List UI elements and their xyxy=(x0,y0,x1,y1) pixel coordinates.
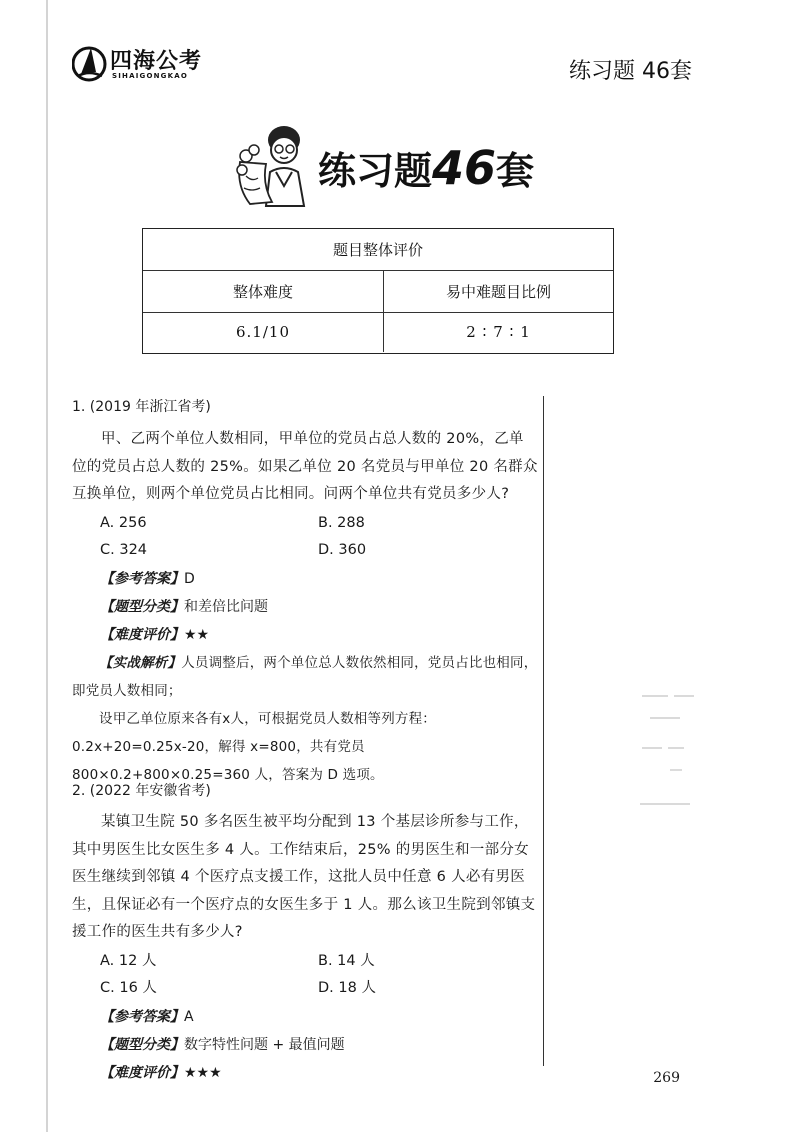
analysis-label: 【实战解析】 xyxy=(99,654,182,671)
type-label: 【题型分类】 xyxy=(100,1036,184,1053)
answer-label: 【参考答案】 xyxy=(100,1008,184,1025)
difficulty-label: 【难度评价】 xyxy=(100,1064,184,1081)
mascot-illustration xyxy=(226,116,322,212)
main-title-suffix: 套 xyxy=(496,149,535,193)
main-title-number: 46 xyxy=(432,141,497,195)
option-c: C. 324 xyxy=(100,542,148,558)
difficulty-header: 整体难度 xyxy=(143,270,384,312)
question-2-options xyxy=(100,948,538,1003)
main-title xyxy=(318,140,534,195)
answer-label: 【参考答案】 xyxy=(100,570,184,587)
question-1-analysis xyxy=(72,649,538,705)
evaluation-caption: 题目整体评价 xyxy=(332,241,423,259)
question-2-type xyxy=(100,1031,538,1059)
sail-logo-icon xyxy=(72,42,108,86)
question-2-source: 2. (2022 年安徽省考) xyxy=(72,783,211,799)
main-title-prefix: 练习题 xyxy=(318,149,433,193)
evaluation-table xyxy=(142,228,614,354)
type-label: 【题型分类】 xyxy=(100,598,184,615)
option-c: C. 16 人 xyxy=(100,980,157,996)
header-title: 练习题 46套 xyxy=(569,59,692,84)
scan-edge xyxy=(46,0,48,1132)
analysis-text-1: 人员调整后，两个单位总人数依然相同，党员占比也相同，即党员人数相同； xyxy=(72,654,538,699)
question-2-answer xyxy=(100,1003,538,1031)
page-number: 269 xyxy=(653,1070,680,1086)
option-b: B. 288 xyxy=(318,514,365,531)
publisher-logo xyxy=(72,42,202,90)
ratio-value: 2 ∶ 7 ∶ 1 xyxy=(466,323,531,341)
bleed-through-marks xyxy=(640,692,700,812)
question-1-difficulty xyxy=(100,621,538,649)
question-1-answer xyxy=(100,565,538,593)
evaluation-header-row xyxy=(143,270,613,313)
logo-english: SIHAIGONGKAO xyxy=(112,72,189,80)
column-divider xyxy=(543,396,544,1066)
logo-chinese: 四海公考 xyxy=(110,49,203,74)
question-1-options xyxy=(100,510,538,565)
answer-value: A xyxy=(184,1008,194,1025)
question-1 xyxy=(72,396,538,789)
answer-value: D xyxy=(184,570,195,587)
option-d: D. 360 xyxy=(318,542,367,558)
question-2-stem: 某镇卫生院 50 多名医生被平均分配到 13 个基层诊所参与工作，其中男医生比女医生多 4 人。工作结束后，25% 的男医生和一部分女医生继续到邻镇 4 个医疗点支援工作，这批人员中任意 6 人必有男医生，且保证必有一个医疗点的女医生多于 1 人。那么该卫生院到邻镇支援工作的医生共有多少人? xyxy=(72,814,536,940)
evaluation-value-row xyxy=(143,312,613,352)
type-value: 数字特性问题 + 最值问题 xyxy=(184,1036,345,1053)
analysis-text-2: 设甲乙单位原来各有x人，可根据党员人数相等列方程：0.2x+20=0.25x-20，解得 x=800，共有党员 800×0.2+800×0.25=360 人，答案为 D 选项。 xyxy=(72,710,436,783)
type-value: 和差倍比问题 xyxy=(184,598,268,615)
difficulty-stars: ★★★ xyxy=(184,1064,222,1081)
option-b: B. 14 人 xyxy=(318,952,375,969)
option-d: D. 18 人 xyxy=(318,980,376,996)
question-1-source: 1. (2019 年浙江省考) xyxy=(72,399,211,415)
difficulty-stars: ★★ xyxy=(184,626,210,643)
difficulty-label: 【难度评价】 xyxy=(100,626,184,643)
ratio-header: 易中难题目比例 xyxy=(445,282,551,301)
question-1-stem: 甲、乙两个单位人数相同，甲单位的党员占总人数的 20%，乙单位的党员占总人数的 25%。如果乙单位 20 名党员与甲单位 20 名群众互换单位，则两个单位党员占比相同。问两个单位共有党员多少人? xyxy=(72,431,538,502)
question-2-difficulty xyxy=(100,1059,538,1087)
option-a: A. 256 xyxy=(100,514,147,531)
question-1-type xyxy=(100,593,538,621)
difficulty-value: 6.1/10 xyxy=(143,312,384,352)
evaluation-caption-row xyxy=(143,229,613,271)
question-2 xyxy=(72,780,538,1087)
option-a: A. 12 人 xyxy=(100,952,157,969)
